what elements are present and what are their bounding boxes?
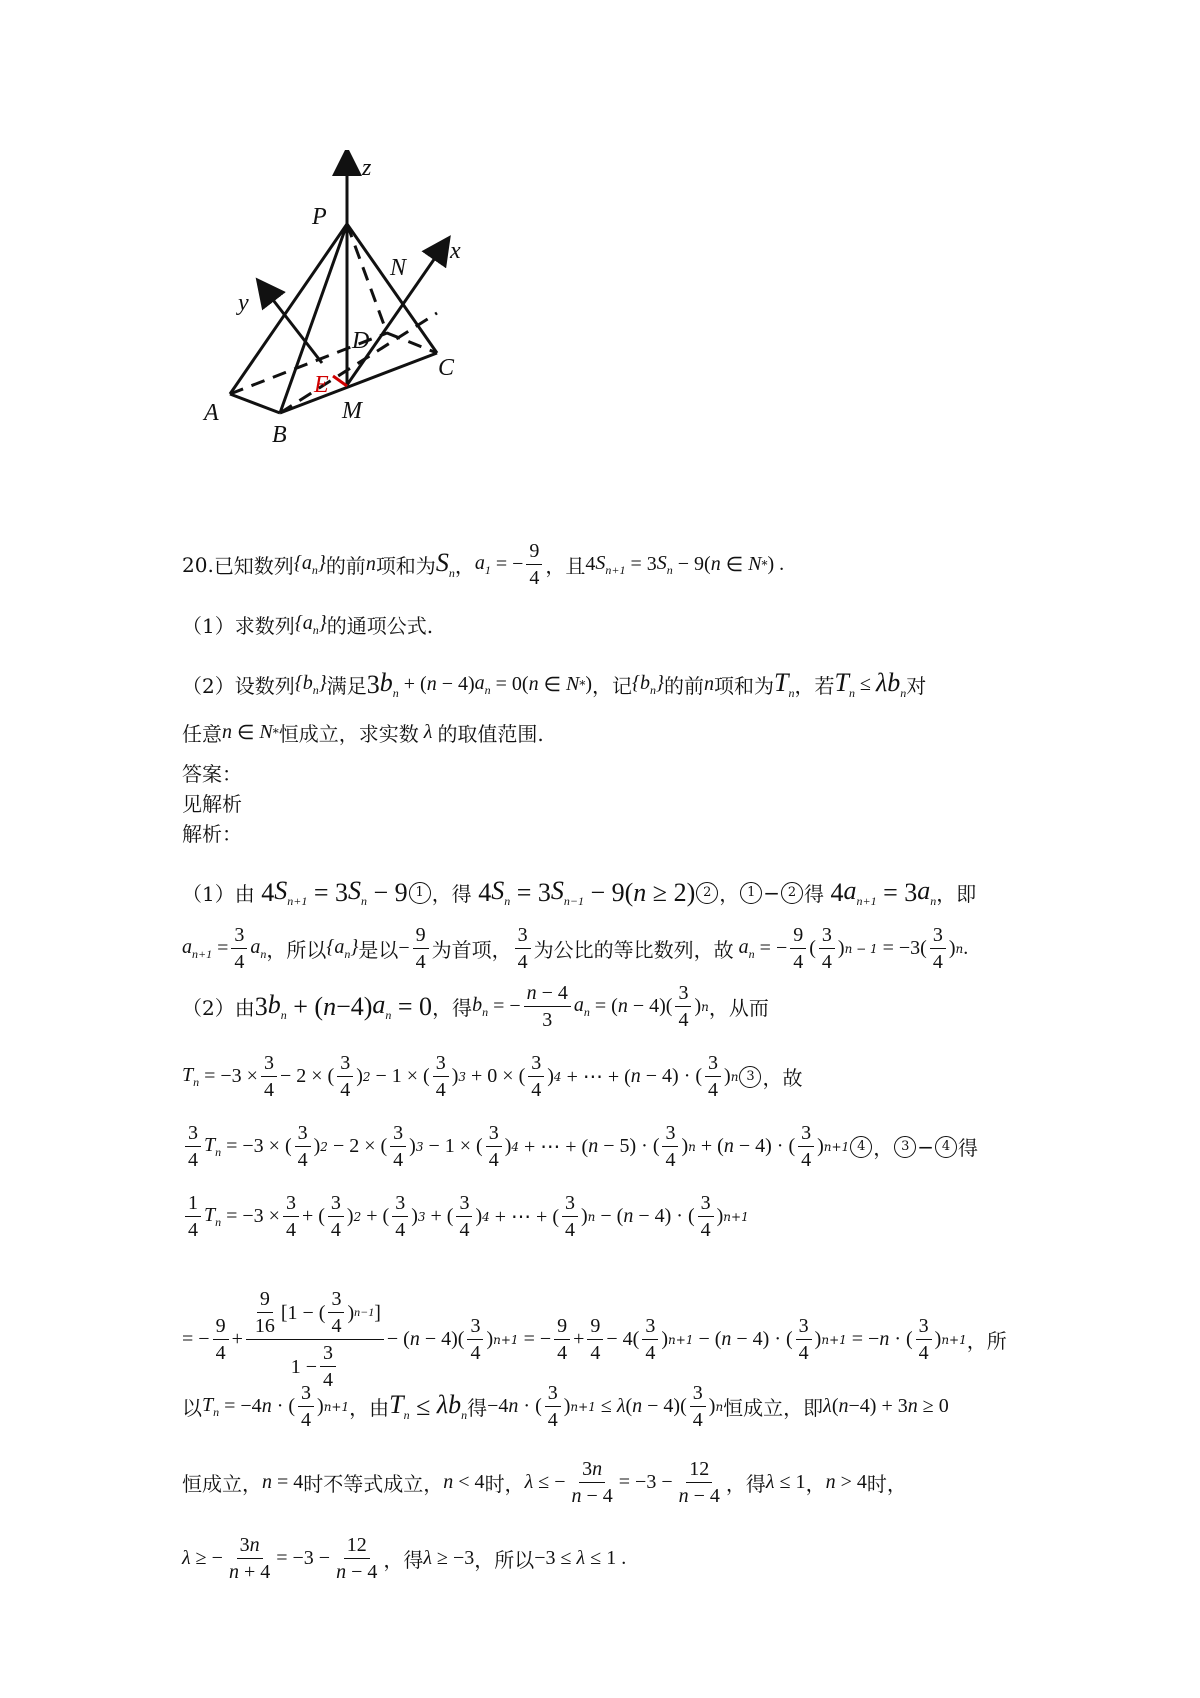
solution-text: 时，: [484, 1472, 525, 1496]
label-N: N: [390, 255, 407, 281]
label-P: P: [312, 204, 327, 230]
answer-text: [182, 788, 242, 817]
solution-line-3: （2）由 3 $b_n$ + ( n −4) $a_n$ = 0 ，得 $b_n$ = − $\frac{n - 4}{3}$ $a_n$ = ( n − 4)( $\frac{3}{4}$ ) n ，从而: [182, 982, 769, 1031]
q2-text: 的取值范围.: [437, 722, 544, 746]
problem-text: 已知数列: [213, 554, 294, 578]
q2-text: 对: [906, 674, 927, 699]
solution-text: ，: [719, 882, 740, 907]
solution-text: 为首项，: [431, 938, 512, 962]
q1-tail: 的通项公式.: [326, 614, 434, 638]
pyramid-figure: [200, 150, 540, 490]
q2-text: 满足: [326, 674, 367, 699]
label-z: z: [362, 155, 372, 181]
solution-text: 得: [804, 882, 824, 907]
answer-label-text: 答案：: [182, 762, 242, 786]
solution-text: （2）由: [182, 996, 255, 1020]
solution-line-2: $a_{n+1}$ = $\frac{3}{4}$ $a_n$ ， 所以 $\{a_n\}$ 是以 − $\frac{9}{4}$ 为首项， $\frac{3}{4}$ 为公比的等比数列，故 $a_n$ = − $\frac{9}{4}$ ( $\frac{3}{4}$ ) n − 1 = −3( $\frac{3}{4}$ ) n .: [182, 924, 969, 973]
label-A: A: [204, 400, 219, 426]
y-axis: [263, 287, 322, 363]
problem-line-1: 20. 已知数列 $\{a_n\}$ 的前 n 项和为 $S_n$ ， $a_1$ = − $\frac{9}{4}$ ，且 4 $S_{n+1}$ = 3 $S_n$ − 9( n ∈ N * ) .: [182, 540, 785, 589]
analysis-label-text: 解析：: [182, 822, 242, 846]
solution-line-10: λ ≥ − $\frac{3n}{n + 4}$ = −3 − $\frac{12}{n - 4}$ ，得 λ ≥ −3 ，所以 −3 ≤ λ ≤ 1 .: [182, 1534, 627, 1583]
question-1: （1） 求数列 $\{a_n\}$ 的通项公式.: [182, 611, 434, 638]
analysis-label: [182, 818, 242, 847]
q2-text: ，记: [592, 674, 633, 699]
edge-PD: [347, 224, 387, 333]
solution-line-7: = − $\frac{9}{4}$ + $\frac{9}{16}$ [1 − ( $\frac{3}{4}$ ) n−1 ] 1 − $\frac{3}{4}$ − ( n − 4)( $\frac{3}{4}$ ) n+1 = − $\frac{9}{4}$ + $\frac{9}{4}$ − 4( $\frac{3}{4}$ ) n+1 − ( n − 4) · ( $\frac{3}{4}$ ) n+1 = − n · ( $\frac{3}{4}$ ) n+1 ，所: [182, 1288, 1007, 1391]
answer-label: [182, 758, 242, 787]
solution-line-1: （1）由 4 $S_{n+1}$ = 3 $S_n$ − 9 1 ，得 4 $S_n$ = 3 $S_{n-1}$ − 9( n ≥ 2) 2 ， 1 − 2 得 4 $a_{n+1}$ = 3 $a_n$ ，即: [182, 876, 977, 909]
solution-text: 恒成立，: [182, 1472, 262, 1496]
problem-number: 20.: [182, 552, 214, 577]
solution-text: 是以: [358, 938, 399, 962]
solution-text: 恒成立，即: [723, 1396, 824, 1420]
problem-text: 项和为: [375, 554, 436, 578]
edge-AB: [230, 394, 280, 413]
question-2-line-2: 任意 n ∈ N * 恒成立，求实数 λ 的取值范围.: [182, 718, 544, 747]
solution-text: ，得: [383, 1548, 424, 1572]
q2-text: 设数列: [234, 674, 295, 699]
solution-text: ，得: [432, 996, 473, 1020]
solution-line-6: $\frac{1}{4}$ $T_n$ = −3 × $\frac{3}{4}$ + ( $\frac{3}{4}$ ) 2 + ( $\frac{3}{4}$ ) 3 + ( $\frac{3}{4}$ ) 4 + ⋯ + ( $\frac{3}{4}$ ) n − ( n − 4) · ( $\frac{3}{4}$ ) n+1: [182, 1192, 749, 1241]
q2-text: 恒成立，求实数: [278, 722, 419, 746]
q2-text: ，若: [794, 674, 835, 699]
solution-text: 为公比的等比数列，故: [533, 938, 734, 962]
label-M: M: [342, 398, 362, 424]
solution-text: 以: [182, 1396, 202, 1420]
label-C: C: [438, 355, 455, 381]
solution-text: ，从而: [708, 996, 769, 1020]
solution-text: 时，: [866, 1472, 907, 1496]
solution-text: 所以: [286, 938, 327, 962]
solution-line-9: 恒成立， n = 4 时不等式成立， n < 4 时， λ ≤ − $\frac{3n}{n - 4}$ = −3 − $\frac{12}{n - 4}$ ，得 λ ≤ 1 ， n > 4 时，: [182, 1458, 907, 1507]
solution-line-5: $\frac{3}{4}$ $T_n$ = −3 × ( $\frac{3}{4}$ ) 2 − 2 × ( $\frac{3}{4}$ ) 3 − 1 × ( $\frac{3}{4}$ ) 4 + ⋯ + ( n − 5) · ( $\frac{3}{4}$ ) n + ( n − 4) · ( $\frac{3}{4}$ ) n+1 4 ， 3 − 4 得: [182, 1122, 978, 1171]
solution-text: （1）由: [182, 882, 255, 907]
label-E: E: [314, 372, 329, 398]
label-B: B: [272, 422, 287, 448]
label-y: y: [238, 290, 249, 316]
solution-text: 由: [369, 1396, 390, 1420]
solution-text: 得: [467, 1396, 488, 1420]
solution-line-8: 以 $T_n$ = −4 n · ( $\frac{3}{4}$ ) n+1 ， 由 $T_n$ ≤ $\lambda b_n$ 得 −4 n · ( $\frac{3}{4}$ ) n+1 ≤ λ ( n − 4)( $\frac{3}{4}$ ) n 恒成立，即 λ ( n −4) + 3 n ≥ 0: [182, 1382, 949, 1431]
solution-text: ，: [805, 1472, 826, 1496]
solution-text: ，得: [725, 1472, 766, 1496]
label-x: x: [450, 238, 461, 264]
q2-text: 的前: [664, 674, 705, 699]
answer-text-value: 见解析: [182, 792, 242, 816]
segment-EM: [333, 376, 347, 386]
solution-text: ，故: [762, 1066, 803, 1090]
solution-text: ，即: [936, 882, 977, 907]
q1-text: 求数列: [234, 614, 295, 638]
solution-text: ，得: [431, 882, 472, 907]
q2-text: 任意: [182, 722, 222, 746]
q1-label: （1）: [182, 614, 235, 638]
problem-text: ，且: [545, 554, 586, 578]
q2-text: 项和为: [714, 674, 775, 699]
solution-text: 时不等式成立，: [303, 1472, 444, 1496]
q2-label: （2）: [182, 674, 235, 699]
problem-text: 的前: [325, 554, 366, 578]
pyramid-diagram: [200, 150, 540, 490]
question-2-line-1: （2） 设数列 $\{b_n\}$ 满足 3 $b_n$ + ( n − 4) $a_n$ = 0( n ∈ N * ) ，记 $\{b_n\}$ 的前 n 项和为 $T_n$ ，若 $T_n$ ≤ $\lambda b_n$ 对: [182, 668, 927, 701]
solution-text: 得: [957, 1136, 978, 1160]
label-D: D: [352, 328, 370, 354]
solution-text: ，所以: [474, 1548, 535, 1572]
solution-line-4: $T_n$ = −3 × $\frac{3}{4}$ − 2 × ( $\frac{3}{4}$ ) 2 − 1 × ( $\frac{3}{4}$ ) 3 + 0 × ( $\frac{3}{4}$ ) 4 + ⋯ + ( n − 4) · ( $\frac{3}{4}$ ) n 3 ，故: [182, 1052, 803, 1101]
